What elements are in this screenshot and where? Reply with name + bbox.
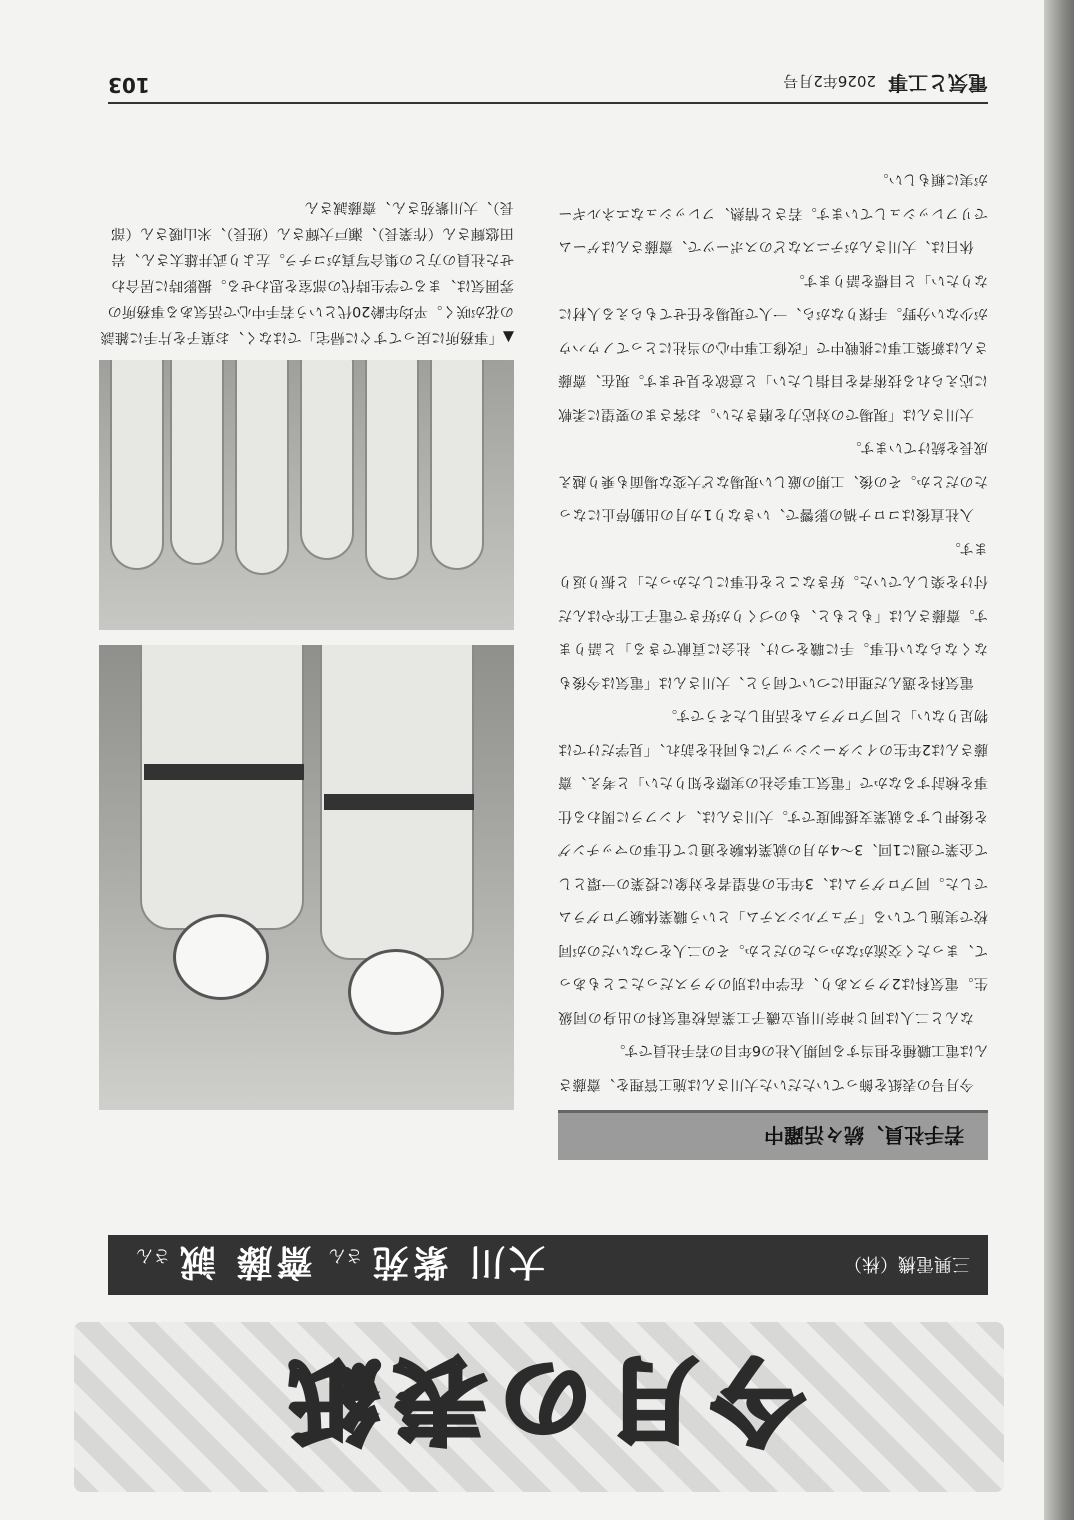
person-name-2: 齋藤 誠	[176, 1241, 313, 1283]
cover-banner	[74, 1322, 1004, 1492]
person-figure	[300, 360, 354, 560]
group-photo	[99, 360, 514, 630]
paragraph: 今月号の表紙を飾っていただいた大川さんは施工管理を、齋藤さんは電工職種を担当する同期入社の6年目の若手社員です。	[558, 1042, 988, 1092]
tool-belt	[144, 764, 304, 780]
person-figure	[365, 360, 419, 580]
helmet-icon	[348, 949, 444, 1035]
page-edge	[1044, 0, 1074, 1520]
person-figure	[235, 360, 289, 575]
cover-title: 今月の表紙	[274, 1345, 805, 1452]
page-header	[108, 68, 988, 104]
paragraph: 大川さんは「現場での対応力を磨きたい。お客さまの要望に柔軟に応えられる技術者を目指したい」と意欲を見せます。現在、齋藤さんは新築工事に挑戦中で「改修工事中心の当社にとってノウハウが少ない分野。手探りながら、一人で現場を任せてもらえる人材になりたい」と目標を語ります。	[558, 272, 988, 422]
person-name-1: 大川 紫苑	[368, 1241, 546, 1283]
cover-photo-two-workers	[99, 645, 514, 1110]
worker-figure	[140, 645, 304, 930]
person-names	[126, 1240, 545, 1291]
honorific-2: さん	[136, 1245, 170, 1266]
article-body	[558, 110, 988, 1100]
person-figure	[170, 360, 224, 565]
helmet-icon	[173, 914, 269, 1000]
tool-belt	[324, 794, 474, 810]
honorific-1: さん	[328, 1245, 363, 1266]
company-name: 三興電機（株）	[844, 1253, 970, 1274]
person-figure	[110, 360, 164, 570]
paragraph: 電気科を選んだ理由について伺うと、大川さんは「電気は今後もなくならない仕事。手に職をつけ、社会に貢献できる」と語ります。齋藤さんは「もともと、ものづくりが好きで電子工作やはんだ付けを楽しんでいた。好きなことを仕事にしたかった」と振り返ります。	[558, 540, 988, 690]
issue-label: 2026年2月号	[783, 72, 876, 91]
paragraph: 入社直後はコロナ禍の影響で、いきなり1カ月の出勤停止になったのだとか。その後、工期の厳しい現場など大変な場面も乗り越え成長を続けています。	[558, 439, 988, 523]
paragraph: 休日は、大川さんがテニスなどのスポーツで、齋藤さんはゲームでリフレッシュしています。若さと情熱、フレッシュなエネルギーが実に頼もしい。	[558, 171, 988, 255]
magazine-name: 電気と工事	[888, 71, 988, 96]
article-headline: 若手社員、続々活躍中	[558, 1110, 988, 1160]
person-figure	[430, 360, 484, 570]
names-bar	[108, 1235, 988, 1295]
page-number: 103	[108, 73, 150, 97]
photo-caption: ▲「事務所に戻ってすぐに帰宅」ではなく、お菓子を片手に雑談の花が咲く。平均年齢20代という若手中心で活気ある事務所の雰囲気は、まるで学生時代の部室を思わせる。撮影時に居合わせた社員の方との集合写真がコチラ。左より武井雄太さん、岩田悠輝さん（作業長）、瀬戸大輝さん（班長）、米山暖さん（部長）、大川紫苑さん、齋藤誠さん	[100, 199, 514, 345]
header-left	[783, 71, 988, 100]
paragraph: なんと二人は同じ神奈川県立磯子工業高校電気科の出身の同級生。電気科は2クラスあり、在学中は別のクラスだったこともあって、まったく交流がなかったのだとか。その二人をつないだのが同校で実施している「デュアルシステム」という職業体験プログラムでした。同プログラムは、3年生の希望者を対象に授業の一環として企業で週に1回、3〜4カ月の就業体験を通じて仕事のマッチングを後押しする就業支援制度です。大川さんは、インフラに関わる仕事を検討するなかで「電気工事会社の実際を知りたい」と考え、齋藤さんは2年生のインターンシップにも同社を訪れ、「見学だけでは物足りない」と同プログラムを活用したそうです。	[558, 707, 988, 1025]
